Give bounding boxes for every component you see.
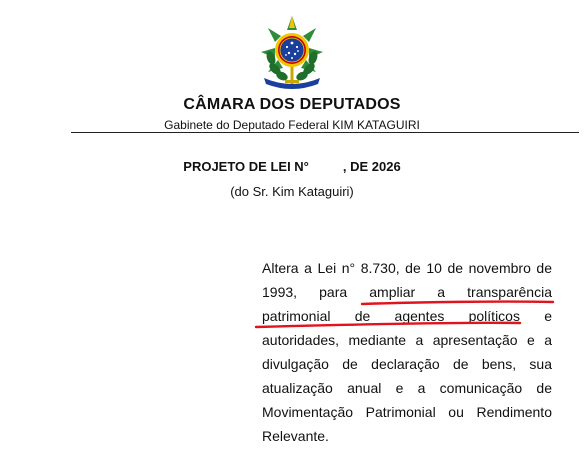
ementa-line: divulgação de declaração de bens, sua	[262, 356, 552, 372]
cabinet-subtitle: Gabinete do Deputado Federal KIM KATAGUIRI	[164, 118, 420, 132]
coat-of-arms-seal	[258, 14, 326, 92]
ementa-line: Relevante.	[262, 428, 329, 444]
ementa-line: Altera a Lei n° 8.730, de 10 de novembro de	[262, 260, 552, 276]
ementa-line: autoridades, mediante a apresentação e a	[262, 332, 552, 348]
bill-title-prefix: PROJETO DE LEI N°	[183, 159, 309, 174]
bill-title	[0, 159, 584, 174]
ementa-line: 1993, para ampliar a transparência	[262, 284, 552, 300]
ementa-line: Movimentação Patrimonial ou Rendimento	[262, 404, 552, 420]
bill-author: (do Sr. Kim Kataguiri)	[230, 184, 354, 199]
bill-title-suffix: , DE 2026	[342, 159, 401, 174]
ementa-line: atualização anual e a comunicação de	[262, 380, 552, 396]
ementa-line: patrimonial de agentes políticos e	[262, 308, 552, 324]
ementa-paragraph	[262, 256, 552, 448]
chamber-title: CÂMARA DOS DEPUTADOS	[183, 96, 401, 113]
header-divider	[71, 132, 579, 133]
